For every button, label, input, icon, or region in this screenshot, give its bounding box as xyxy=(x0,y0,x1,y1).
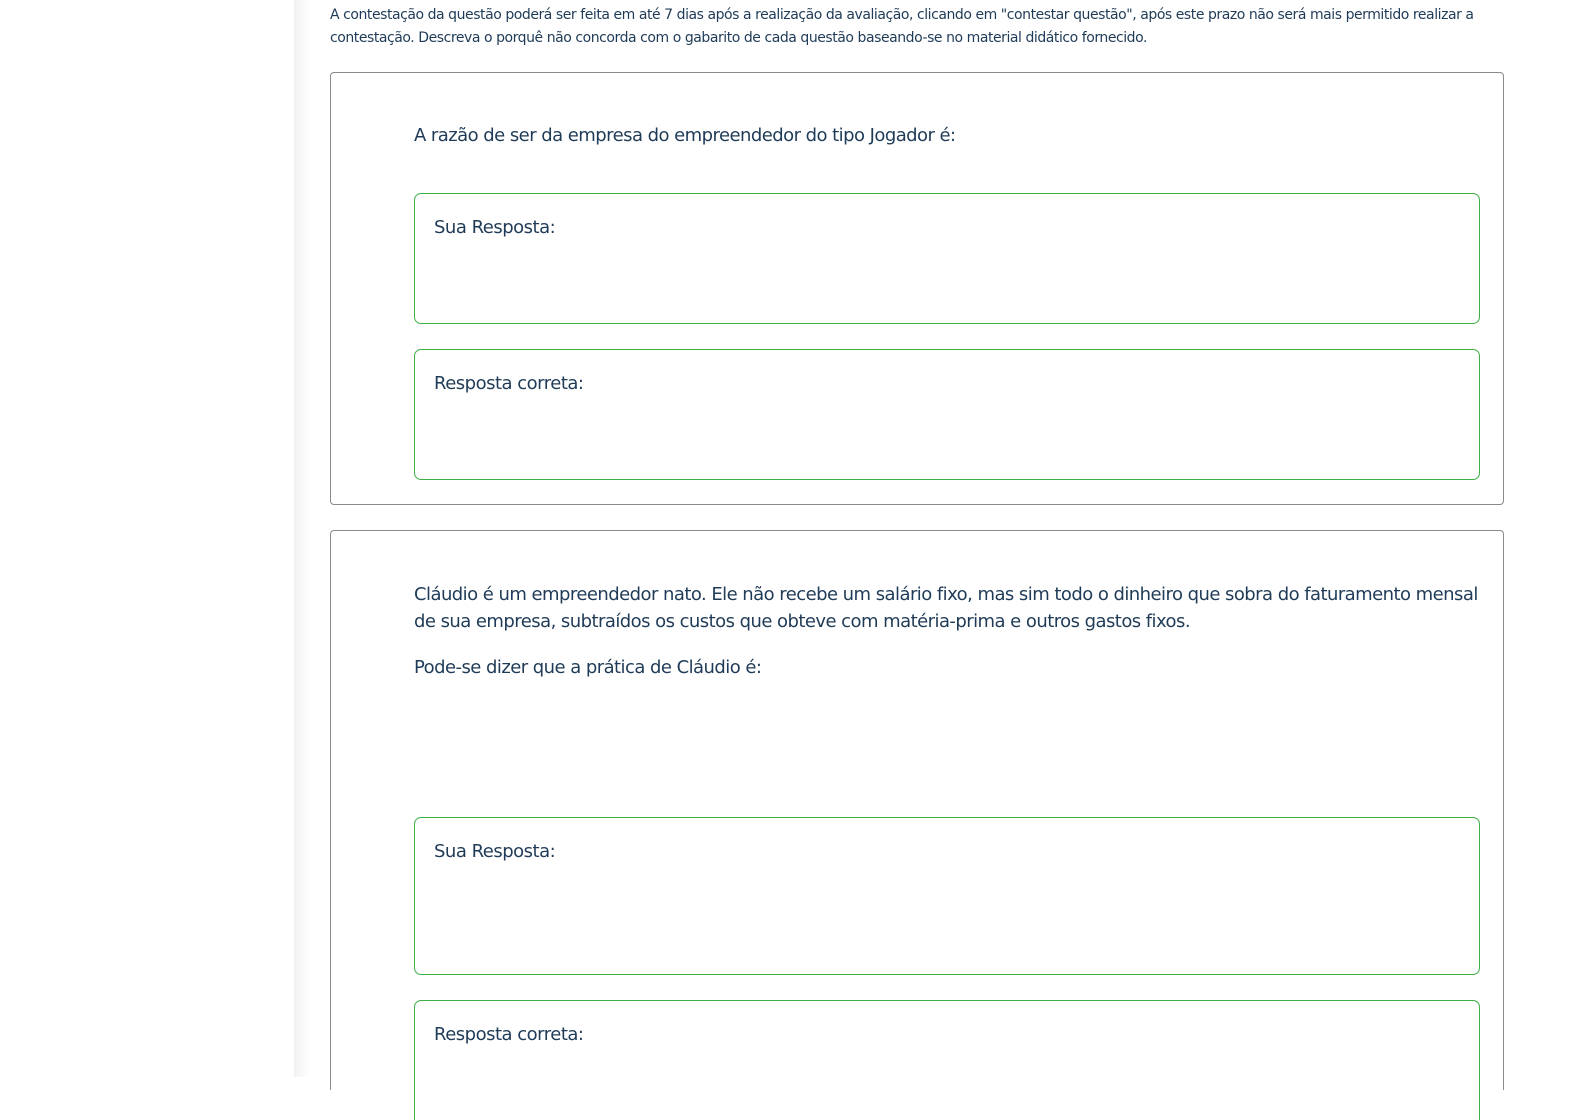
contest-instructions: A contestação da questão poderá ser feita em até 7 dias após a realização da avaliação, clicando em "contestar questão", após este prazo não será mais permitido realizar a contestação. Descreva o porquê não concorda com o gabarito de cada questão baseando-se no material didático fornecido. xyxy=(330,7,1474,46)
your-answer-box-1 xyxy=(414,193,1480,324)
sidebar-divider-shadow xyxy=(294,0,310,1077)
correct-answer-label: Resposta correta: xyxy=(434,1024,584,1045)
correct-answer-box-1 xyxy=(414,349,1480,480)
question-card-2 xyxy=(330,530,1504,1090)
your-answer-label: Sua Resposta: xyxy=(434,841,556,862)
question-card-1 xyxy=(330,72,1504,505)
question-1-text: A razão de ser da empresa do empreendedor do tipo Jogador é: xyxy=(414,125,956,146)
correct-answer-box-2 xyxy=(414,1000,1480,1120)
your-answer-box-2 xyxy=(414,817,1480,975)
correct-answer-label: Resposta correta: xyxy=(434,373,584,394)
your-answer-label: Sua Resposta: xyxy=(434,217,556,238)
question-2-paragraph-2: Pode-se dizer que a prática de Cláudio é: xyxy=(414,657,762,678)
question-2-paragraph-1: Cláudio é um empreendedor nato. Ele não recebe um salário fixo, mas sim todo o dinheiro que sobra do faturamento mensal de sua empresa, subtraídos os custos que obteve com matéria-prima e outros gastos fixos. xyxy=(414,584,1478,632)
sidebar xyxy=(0,0,294,1077)
